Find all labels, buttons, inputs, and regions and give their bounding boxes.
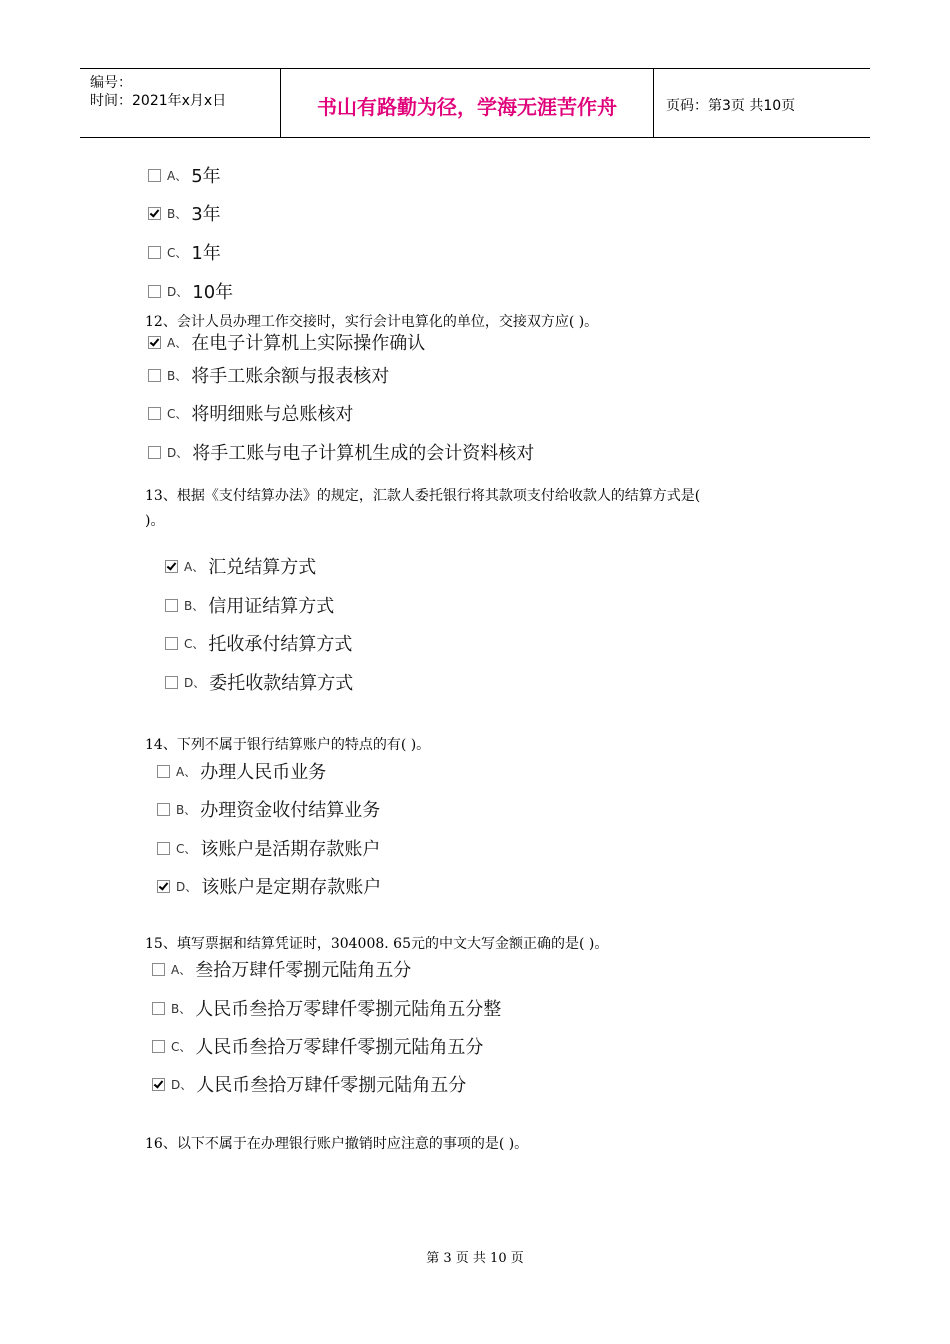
q11-option-b[interactable] [148, 201, 221, 225]
q14-option-b[interactable] [157, 797, 380, 821]
checkbox[interactable] [148, 369, 161, 382]
header-page-cell [654, 69, 870, 137]
option-text: 办理资金收付结算业务 [200, 800, 381, 821]
option-text: 10年 [192, 282, 234, 303]
q15-option-c[interactable] [152, 1034, 483, 1058]
checkbox[interactable] [152, 1002, 165, 1015]
option-letter: A、 [167, 168, 188, 183]
q12-option-d[interactable] [148, 440, 534, 464]
option-letter: A、 [171, 962, 192, 977]
option-letter: D、 [184, 675, 206, 690]
header-motto-cell [281, 69, 654, 137]
option-letter: C、 [171, 1039, 192, 1054]
checkbox[interactable] [165, 560, 178, 573]
checkbox[interactable] [148, 446, 161, 459]
option-text: 办理人民币业务 [200, 762, 327, 783]
option-text: 托收承付结算方式 [208, 634, 353, 655]
option-letter: B、 [184, 598, 205, 613]
option-text: 该账户是定期存款账户 [201, 877, 382, 898]
q13-option-c[interactable] [165, 631, 352, 655]
option-letter: D、 [176, 879, 198, 894]
q15-option-b[interactable] [152, 996, 501, 1020]
q15-option-d[interactable] [152, 1072, 466, 1096]
option-letter: A、 [167, 335, 188, 350]
q14-option-d[interactable] [157, 874, 381, 898]
q11-option-a[interactable] [148, 163, 221, 187]
option-text: 人民币叁拾万零肆仟零捌元陆角五分 [195, 1037, 484, 1058]
question-14: 14、下列不属于银行结算账户的特点的有( )。 [145, 737, 431, 753]
option-text: 将手工账余额与报表核对 [191, 366, 390, 387]
checkbox[interactable] [148, 285, 161, 298]
q13-option-a[interactable] [165, 554, 316, 578]
q13-option-b[interactable] [165, 593, 334, 617]
checkbox[interactable] [148, 407, 161, 420]
option-letter: A、 [184, 559, 205, 574]
option-letter: B、 [167, 206, 188, 221]
option-letter: B、 [171, 1001, 192, 1016]
page-number: 页码：第3页 共10页 [666, 98, 796, 114]
q12-option-a[interactable] [148, 330, 425, 354]
q13-option-d[interactable] [165, 670, 353, 694]
checkbox[interactable] [152, 963, 165, 976]
option-letter: B、 [176, 802, 197, 817]
option-text: 3年 [191, 204, 221, 225]
page-footer: 第 3 页 共 10 页 [426, 1251, 524, 1266]
question-12: 12、会计人员办理工作交接时，实行会计电算化的单位，交接双方应( )。 [145, 314, 599, 330]
checkbox[interactable] [157, 880, 170, 893]
page-header [80, 68, 870, 138]
q14-option-a[interactable] [157, 759, 326, 783]
option-text: 叁拾万肆仟零捌元陆角五分 [195, 960, 412, 981]
q11-option-d[interactable] [148, 279, 233, 303]
checkbox[interactable] [157, 842, 170, 855]
checkbox[interactable] [165, 599, 178, 612]
option-letter: C、 [167, 406, 188, 421]
question-13-line2: )。 [145, 513, 165, 529]
checkbox[interactable] [152, 1040, 165, 1053]
option-letter: B、 [167, 368, 188, 383]
option-letter: D、 [171, 1077, 193, 1092]
checkbox[interactable] [157, 765, 170, 778]
option-text: 1年 [191, 243, 221, 264]
q12-option-b[interactable] [148, 363, 389, 387]
question-16: 16、以下不属于在办理银行账户撤销时应注意的事项的是( )。 [145, 1136, 529, 1152]
option-letter: D、 [167, 284, 189, 299]
option-letter: C、 [184, 636, 205, 651]
checkbox[interactable] [165, 676, 178, 689]
option-text: 在电子计算机上实际操作确认 [191, 333, 426, 354]
serial-label: 编号： [90, 75, 132, 91]
q12-option-c[interactable] [148, 401, 353, 425]
header-info-cell [80, 69, 281, 137]
option-letter: A、 [176, 764, 197, 779]
option-text: 5年 [191, 166, 221, 187]
option-text: 信用证结算方式 [208, 596, 335, 617]
motto: 书山有路勤为径，学海无涯苦作舟 [317, 95, 617, 119]
option-letter: C、 [176, 841, 197, 856]
question-13-line1: 13、根据《支付结算办法》的规定，汇款人委托银行将其款项支付给收款人的结算方式是( [145, 488, 701, 504]
checkbox[interactable] [157, 803, 170, 816]
q15-option-a[interactable] [152, 957, 411, 981]
option-text: 将明细账与总账核对 [191, 404, 354, 425]
checkbox[interactable] [148, 246, 161, 259]
checkbox[interactable] [165, 637, 178, 650]
checkbox[interactable] [148, 207, 161, 220]
option-text: 人民币叁拾万肆仟零捌元陆角五分 [196, 1075, 467, 1096]
option-text: 委托收款结算方式 [209, 673, 354, 694]
checkbox[interactable] [148, 169, 161, 182]
checkbox[interactable] [148, 336, 161, 349]
option-text: 该账户是活期存款账户 [200, 839, 381, 860]
option-text: 将手工账与电子计算机生成的会计资料核对 [192, 443, 535, 464]
option-letter: D、 [167, 445, 189, 460]
date-label: 时间：2021年x月x日 [90, 93, 227, 109]
q11-option-c[interactable] [148, 240, 221, 264]
checkbox[interactable] [152, 1078, 165, 1091]
option-letter: C、 [167, 245, 188, 260]
option-text: 人民币叁拾万零肆仟零捌元陆角五分整 [195, 999, 502, 1020]
q14-option-c[interactable] [157, 836, 380, 860]
option-text: 汇兑结算方式 [208, 557, 317, 578]
question-15: 15、填写票据和结算凭证时，304008. 65元的中文大写金额正确的是( )。 [145, 936, 609, 952]
